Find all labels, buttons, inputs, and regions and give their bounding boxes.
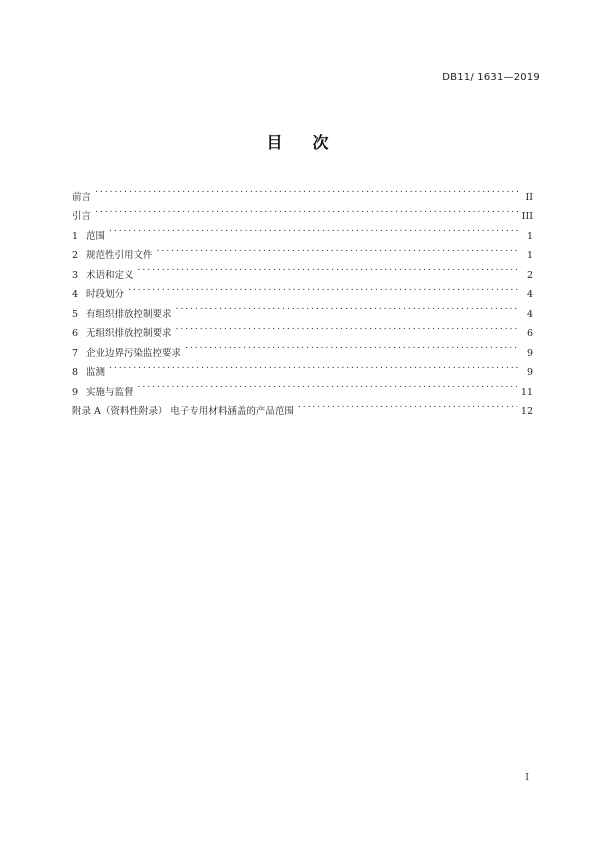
toc-title: 目次 [266,133,359,152]
toc-entry-scope[interactable] [72,219,533,242]
toc-entry-label: 范围 [86,230,106,242]
toc-entry-label: 时段划分 [86,289,125,300]
toc-entry-label: 引言 [72,211,92,222]
toc-entry-label: 无组织排放控制要求 [86,328,172,339]
toc-entry-page: 9 [526,347,533,359]
toc-entry-page: 2 [526,269,533,281]
toc-leader-dots [185,336,519,356]
toc-entry-number: 3 [72,269,79,281]
toc-leader-dots [109,356,519,376]
toc-entry-label: 监测 [86,367,106,378]
toc-entry-label: 企业边界污染监控要求 [86,347,182,359]
toc-entry-number: 7 [72,347,79,359]
toc-entry-number: 4 [72,289,79,300]
toc-entry-page: 4 [526,289,533,300]
toc-leader-dots [95,180,519,200]
toc-leader-dots [176,317,519,337]
toc-leader-dots [138,258,519,278]
toc-entry-number: 2 [72,250,79,261]
toc-entry-page: 12 [520,406,533,417]
toc-entry-number: 1 [72,230,79,242]
toc-entry-page: 6 [526,328,533,339]
toc-entry-foreword[interactable] [72,180,533,203]
toc-entry-number: 5 [72,308,79,320]
toc-leader-dots [298,395,517,415]
toc-leader-dots [157,239,519,259]
toc-entry-organized-emission[interactable] [72,297,533,320]
toc-entry-page: 11 [520,386,533,398]
toc-entry-time-periods[interactable] [72,278,533,298]
toc-entry-implementation[interactable] [72,375,533,398]
toc-entry-number: 6 [72,328,79,339]
toc-entry-label: 附录 A（资料性附录） 电子专用材料涵盖的产品范围 [72,406,294,417]
document-code: DB11/ 1631—2019 [442,72,540,83]
toc-entry-terms-definitions[interactable] [72,258,533,281]
toc-entry-label: 前言 [72,191,92,203]
toc-leader-dots [138,375,517,395]
page-number: I [525,772,529,783]
toc-entry-label: 规范性引用文件 [86,250,153,261]
toc-entry-page: 1 [526,230,533,242]
table-of-contents [72,180,533,417]
toc-entry-label: 术语和定义 [86,269,134,281]
toc-entry-number: 8 [72,367,79,378]
toc-entry-page: III [521,211,533,222]
toc-entry-page: 9 [526,367,533,378]
toc-entry-label: 有组织排放控制要求 [86,308,172,320]
toc-leader-dots [128,278,519,298]
toc-entry-normative-references[interactable] [72,239,533,259]
toc-entry-page: II [525,191,533,203]
toc-entry-appendix-a[interactable] [72,395,533,415]
toc-entry-page: 4 [526,308,533,320]
toc-entry-monitoring[interactable] [72,356,533,376]
toc-leader-dots [95,200,518,220]
toc-entry-introduction[interactable] [72,200,533,220]
toc-entry-page: 1 [526,250,533,261]
toc-entry-number: 9 [72,386,79,398]
toc-entry-label: 实施与监督 [86,386,134,398]
toc-leader-dots [176,297,519,317]
toc-leader-dots [109,219,519,239]
